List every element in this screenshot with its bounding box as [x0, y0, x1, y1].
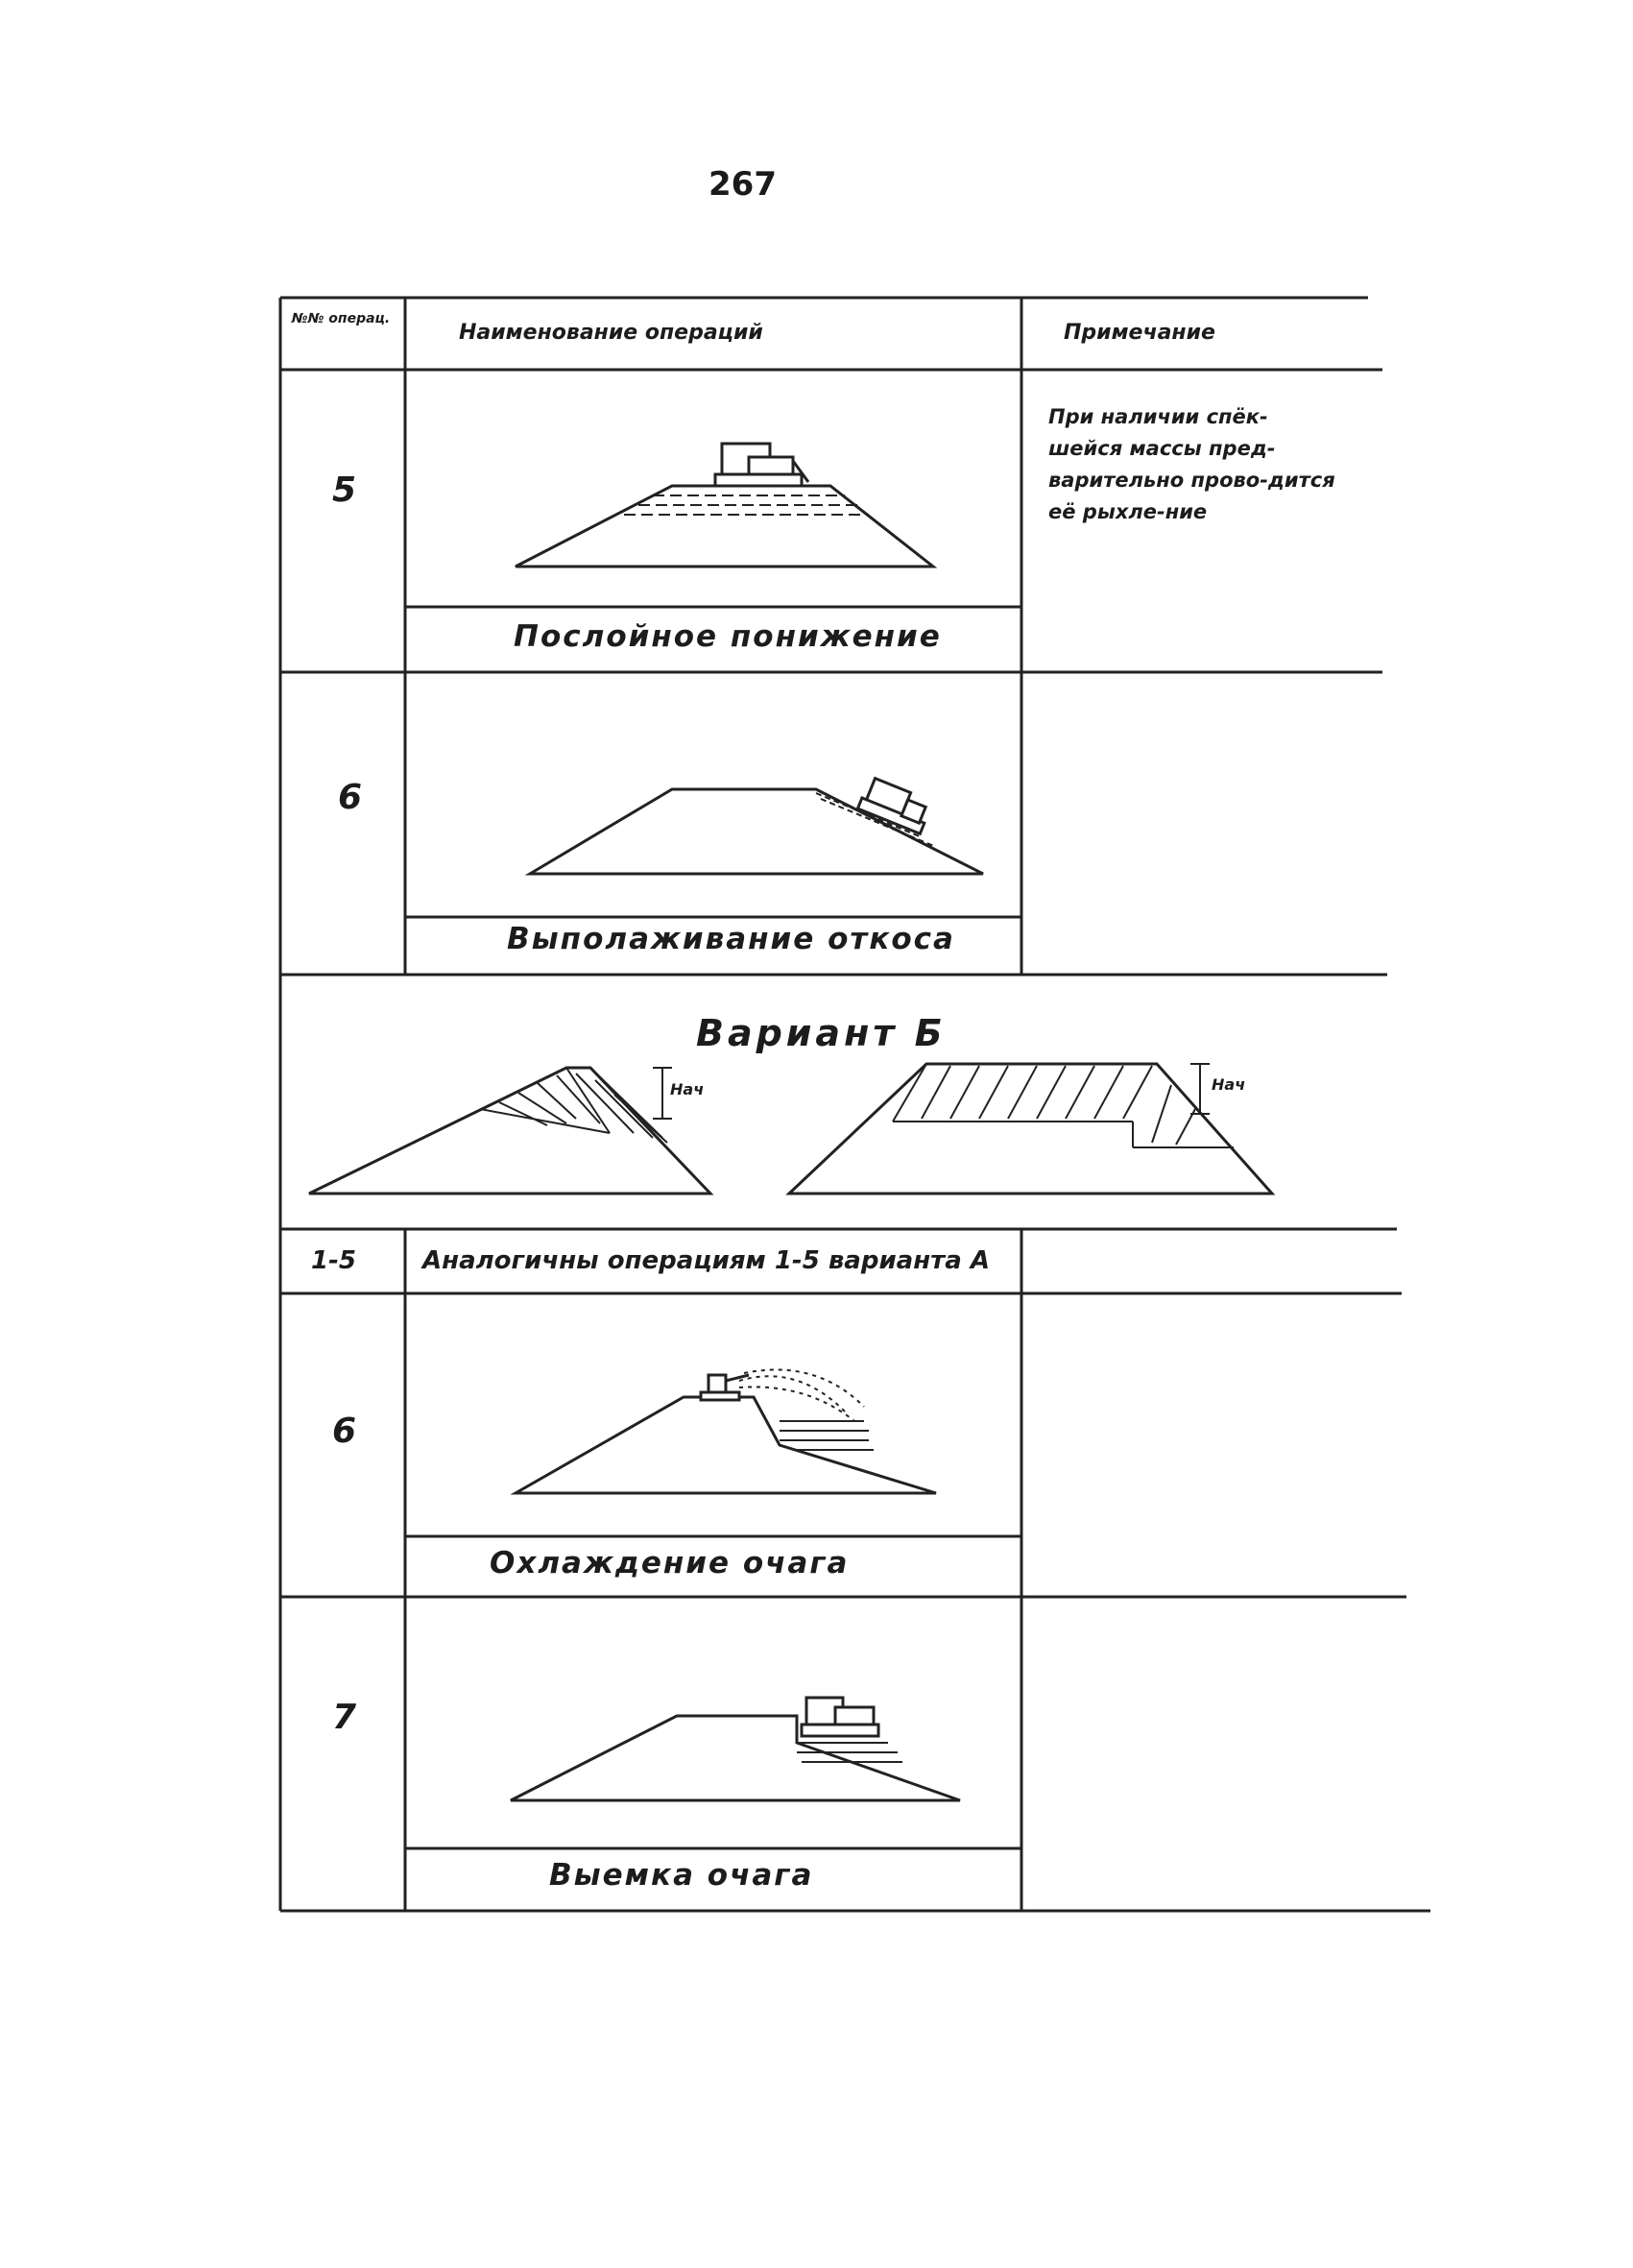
header-note: Примечание — [1064, 321, 1215, 345]
operation-caption: Выполаживание откоса — [507, 922, 955, 956]
diagram-cooling-hotspot — [516, 1370, 936, 1493]
row-note: При наличии спёк-шейся массы пред-варительно прово-дится её рыхле-ние — [1048, 405, 1335, 523]
row-number: 7 — [332, 1698, 357, 1737]
diagram-variant-b-right — [789, 1064, 1272, 1194]
page-number: 267 — [708, 165, 777, 204]
diagram-layered-lowering — [516, 444, 933, 567]
variant-title: Вариант Б — [696, 1012, 947, 1054]
row-number: 5 — [332, 470, 357, 510]
operation-caption: Послойное понижение — [514, 619, 942, 654]
diagram-variant-b-left — [309, 1068, 710, 1194]
operation-caption: Выемка очага — [549, 1858, 814, 1893]
operation-caption: Охлаждение очага — [490, 1546, 850, 1580]
height-label: Нач — [670, 1080, 705, 1098]
row-number: 1-5 — [311, 1246, 356, 1275]
diagram-slope-flattening — [530, 777, 983, 874]
combined-row-text: Аналогичны операциям 1-5 варианта А — [422, 1246, 990, 1275]
header-operation: Наименование операций — [459, 321, 763, 345]
height-label: Нач — [1212, 1075, 1246, 1094]
row-number: 6 — [338, 778, 363, 817]
header-number: №№ операц. — [291, 311, 391, 326]
diagram-excavation — [511, 1698, 960, 1800]
row-number: 6 — [332, 1411, 357, 1451]
